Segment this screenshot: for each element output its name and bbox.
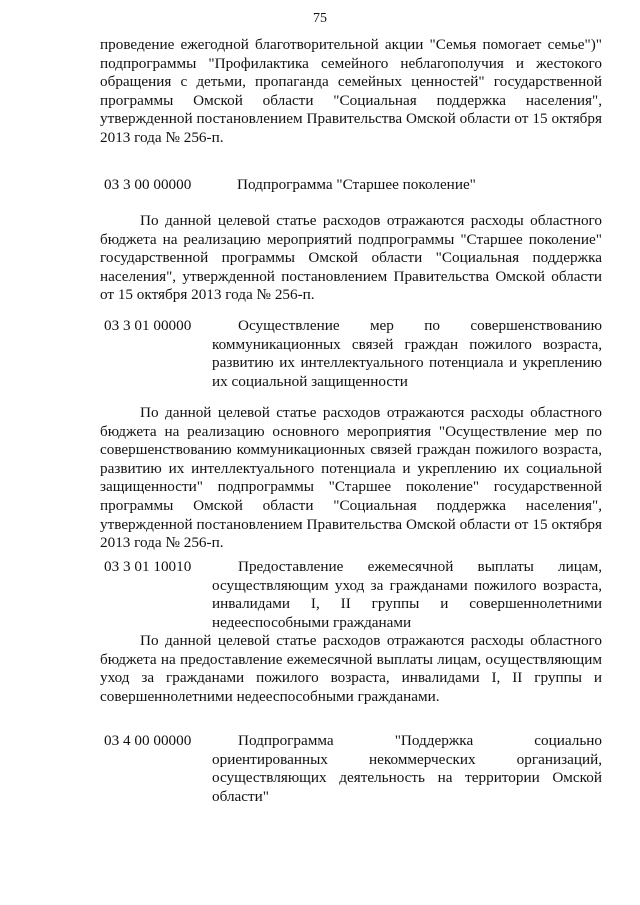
entry-code: 03 3 01 00000	[104, 317, 192, 334]
continuation-paragraph: проведение ежегодной благотворительной акции "Семья помогает семье")" подпрограммы "Профилактика семейного неблагополучия и жестокого обращения с детьми, пропаганда семейных ценностей" государственной программы Омской области "Социальная поддержка населения", утвержденной постановлением Правительства Омской области от 15 октября 2013 года № 256-п.	[100, 36, 602, 146]
description-paragraph: По данной целевой статье расходов отражаются расходы областного бюджета на реализацию основного мероприятия "Осуществление мер по совершенствованию коммуникационных связей граждан пожилого возраста, развитию их интеллектуального потенциала и укреплению их социальной защищенности" подпрограммы "Старшее поколение" государственной программы Омской области "Социальная поддержка населения", утвержденной постановлением Правительства Омской области от 15 октября 2013 года № 256-п.	[100, 404, 602, 552]
entry-code: 03 3 00 00000	[104, 176, 192, 193]
entry-code: 03 4 00 00000	[104, 732, 192, 749]
entry-title: Предоставление ежемесячной выплаты лицам, осуществляющим уход за гражданами пожилого возраста, инвалидами I, II группы и совершеннолетними недееспособными гражданами	[212, 558, 602, 631]
entry-title: Осуществление мер по совершенствованию коммуникационных связей граждан пожилого возраста, развитию их интеллектуального потенциала и укреплению их социальной защищенности	[212, 317, 602, 390]
entry-title: Подпрограмма "Поддержка социально ориентированных некоммерческих организаций, осуществляющих деятельность на территории Омской области"	[212, 732, 602, 805]
page-number: 75	[313, 11, 327, 26]
description-paragraph: По данной целевой статье расходов отражаются расходы областного бюджета на реализацию мероприятий подпрограммы "Старшее поколение" государственной программы Омской области "Социальная поддержка населения", утвержденной постановлением Правительства Омской области от 15 октября 2013 года № 256-п.	[100, 212, 602, 304]
entry-code: 03 3 01 10010	[104, 558, 192, 575]
entry-title: Подпрограмма "Старшее поколение"	[237, 176, 476, 193]
description-paragraph: По данной целевой статье расходов отражаются расходы областного бюджета на предоставление ежемесячной выплаты лицам, осуществляющим уход за гражданами пожилого возраста, инвалидами I, II группы и совершеннолетними недееспособными гражданами.	[100, 632, 602, 705]
